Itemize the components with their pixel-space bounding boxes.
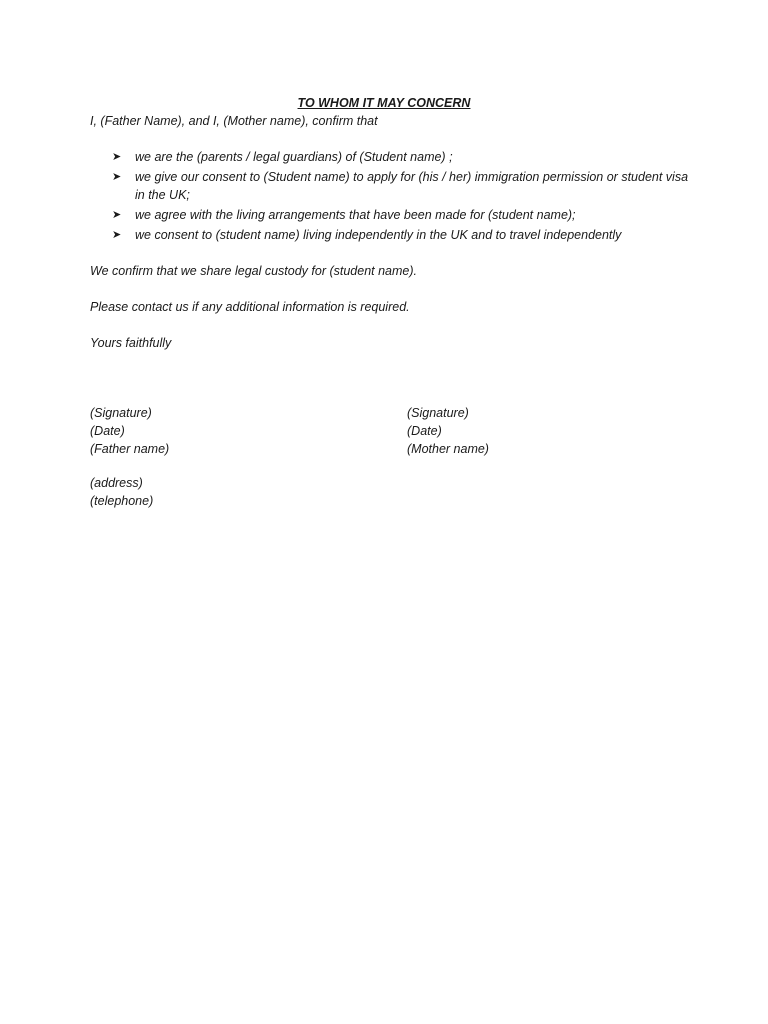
mother-signature: (Signature) (407, 406, 469, 420)
consent-letter (90, 94, 690, 510)
address-line: (address) (90, 476, 143, 490)
mother-signature-block (407, 404, 687, 458)
list-item (90, 226, 690, 244)
list-item-text: we give our consent to (Student name) to apply for (his / her) immigration permission or student visa in the UK; (135, 170, 689, 202)
contact-paragraph: Please contact us if any additional information is required. (90, 300, 410, 314)
list-item (90, 168, 690, 204)
letter-heading: TO WHOM IT MAY CONCERN (297, 96, 471, 110)
father-name: (Father name) (90, 442, 170, 456)
mother-name: (Mother name) (407, 442, 489, 456)
telephone-line: (telephone) (90, 494, 154, 508)
list-item (90, 148, 690, 166)
father-date: (Date) (90, 424, 125, 438)
signature-section (90, 404, 690, 458)
closing-line: Yours faithfully (90, 336, 172, 350)
arrowhead-bullet-icon: ➤ (112, 151, 122, 163)
list-item-text: we are the (parents / legal guardians) of (Student name) ; (135, 150, 453, 164)
contact-details (90, 474, 690, 510)
arrowhead-bullet-icon: ➤ (112, 209, 122, 221)
father-signature-block (90, 404, 370, 458)
arrowhead-bullet-icon: ➤ (112, 171, 122, 183)
confirmation-list (90, 148, 690, 244)
custody-paragraph: We confirm that we share legal custody for (student name). (90, 264, 418, 278)
list-item-text: we agree with the living arrangements that have been made for (student name); (135, 208, 576, 222)
arrowhead-bullet-icon: ➤ (112, 229, 122, 241)
intro-paragraph: I, (Father Name), and I, (Mother name), confirm that (90, 114, 378, 128)
father-signature: (Signature) (90, 406, 152, 420)
mother-date: (Date) (407, 424, 442, 438)
list-item (90, 206, 690, 224)
list-item-text: we consent to (student name) living independently in the UK and to travel independently (135, 228, 622, 242)
